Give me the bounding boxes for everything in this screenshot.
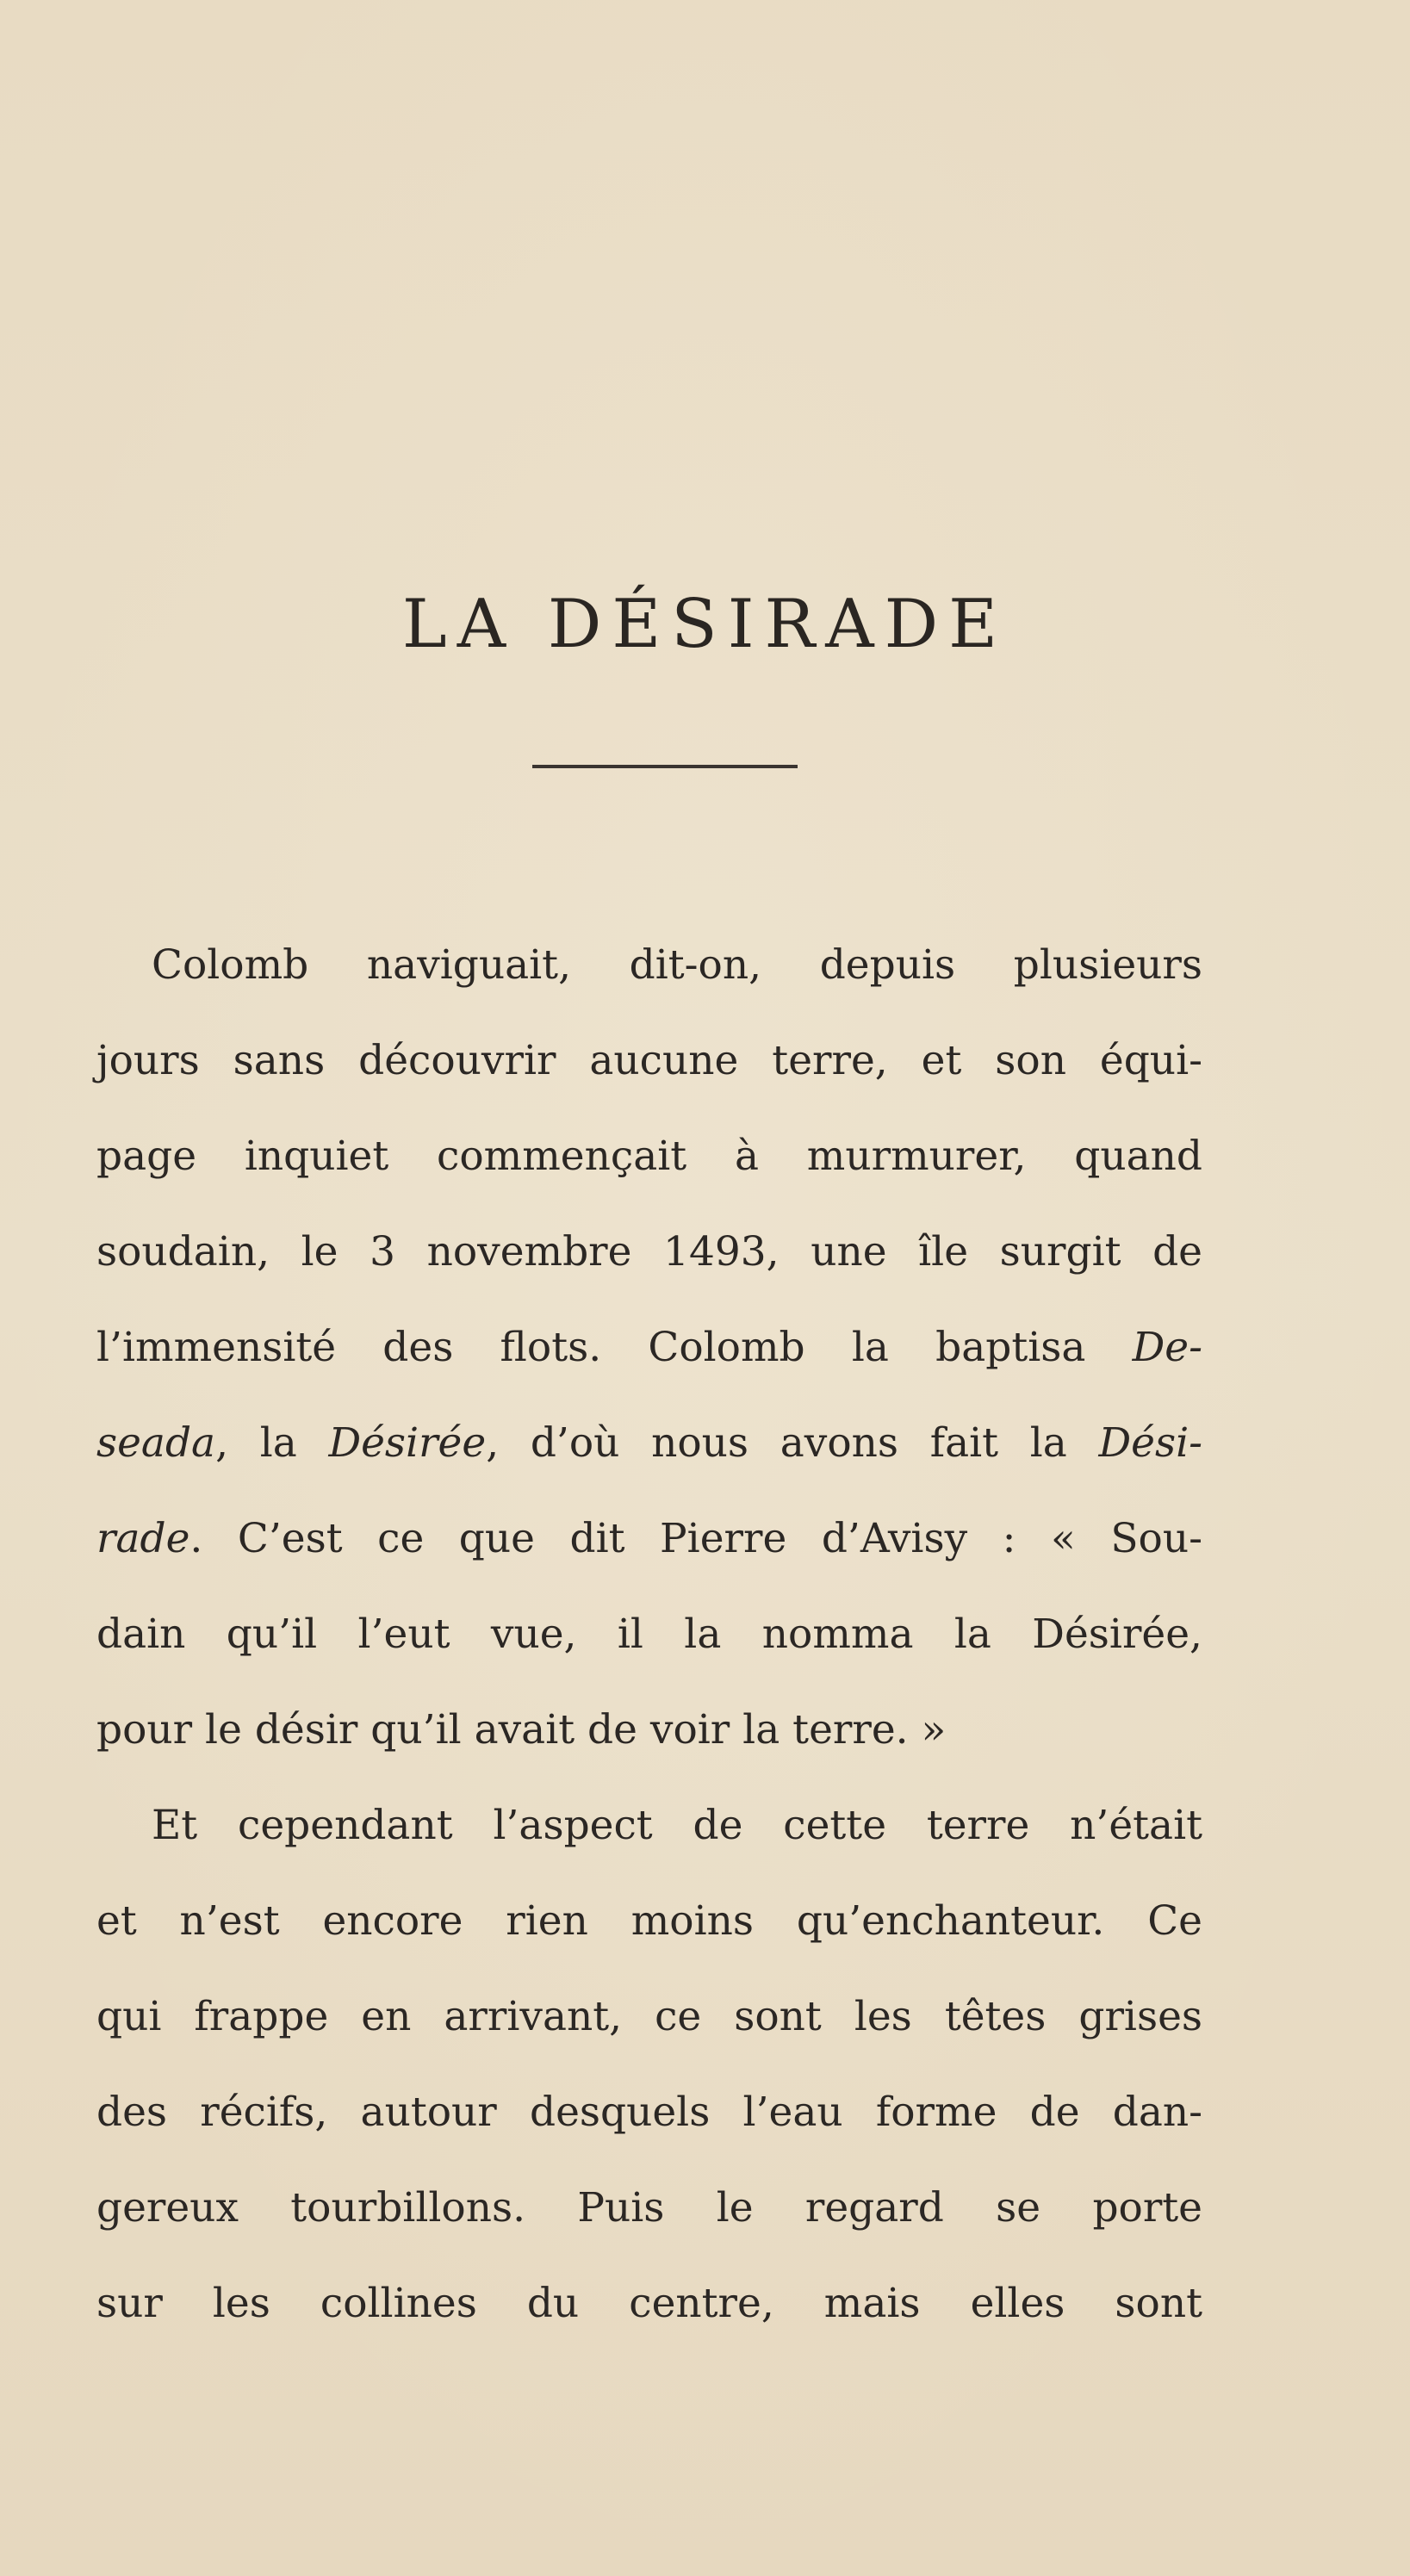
italic-word: seada — [96, 1419, 216, 1467]
chapter-title: LA DÉSIRADE — [401, 586, 1009, 663]
text-run: , d’où nous avons fait la — [486, 1419, 1099, 1467]
text-line: pour le désir qu’il avait de voir la terre. » — [96, 1706, 947, 1754]
text-line — [96, 1491, 1202, 1586]
text-line: et n’est encore rien moins qu’enchanteur. Ce — [96, 1897, 1202, 1945]
text-line — [96, 1300, 1202, 1395]
text-line: jours sans découvrir aucune terre, et son équi- — [96, 1037, 1202, 1084]
text-run: . C’est ce que dit Pierre d’Avisy : « Sou- — [189, 1515, 1202, 1562]
italic-word: De- — [1132, 1324, 1202, 1371]
text-line: page inquiet commençait à murmurer, quand — [96, 1133, 1202, 1180]
text-line: Colomb naviguait, dit-on, depuis plusieurs — [152, 941, 1202, 989]
text-line — [96, 1395, 1202, 1491]
italic-word: rade — [96, 1515, 190, 1562]
italic-word: Désirée — [328, 1419, 487, 1467]
text-line: sur les collines du centre, mais elles sont — [96, 2280, 1202, 2327]
text-line: Et cependant l’aspect de cette terre n’était — [152, 1802, 1202, 1849]
text-run: , la — [215, 1419, 329, 1467]
body-text — [96, 917, 1202, 2351]
text-line: gereux tourbillons. Puis le regard se porte — [96, 2184, 1202, 2231]
text-line: qui frappe en arrivant, ce sont les têtes grises — [96, 1993, 1202, 2040]
text-line: dain qu’il l’eut vue, il la nomma la Désirée, — [96, 1611, 1202, 1658]
text-line: des récifs, autour desquels l’eau forme de dan- — [96, 2089, 1202, 2136]
text-line: soudain, le 3 novembre 1493, une île surgit de — [96, 1228, 1202, 1276]
text-run: l’immensité des flots. Colomb la baptisa — [96, 1324, 1133, 1371]
italic-word: Dési- — [1098, 1419, 1202, 1467]
title-divider — [532, 765, 798, 768]
